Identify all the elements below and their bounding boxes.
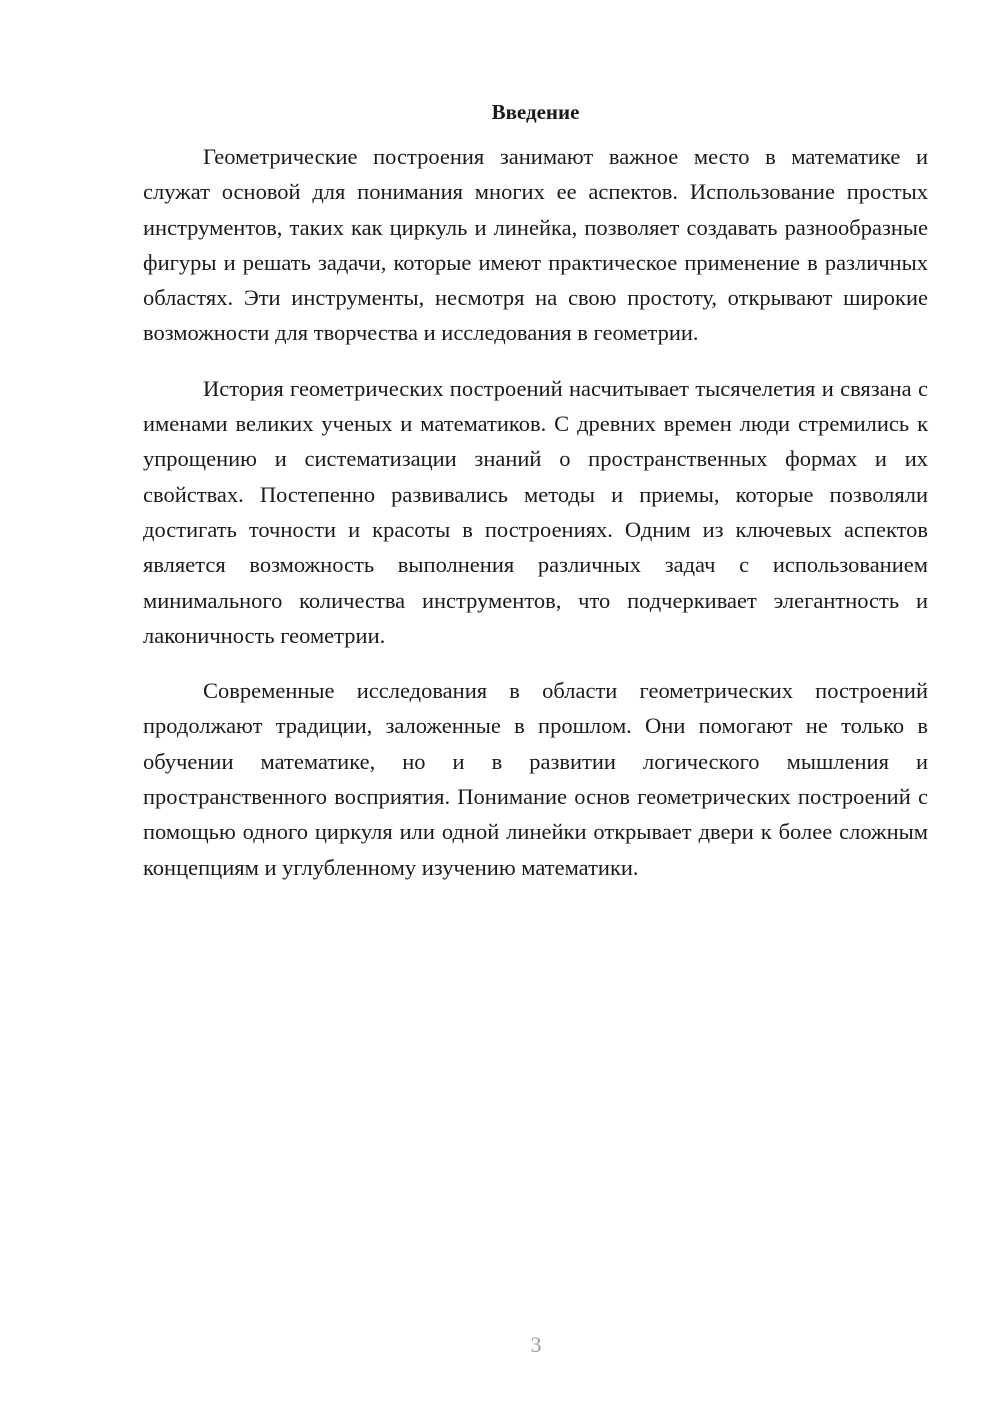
page-number: 3 — [530, 1332, 542, 1357]
paragraph-2: История геометрических построений насчитывает тысячелетия и связана с именами великих ученых и математиков. С древних времен люди стремились к упрощению и систематизации знаний о пространственных формах и их свойствах. Постепенно развивались методы и приемы, которые позволяли достигать точности и красоты в построениях. Одним из ключевых аспектов является возможность выполнения различных задач с использованием минимального количества инструментов, что подчеркивает элегантность и лаконичность геометрии. — [143, 375, 928, 648]
paragraph-1: Геометрические построения занимают важное место в математике и служат основой для понимания многих ее аспектов. Использование простых инструментов, таких как циркуль и линейка, позволяет создавать разнообразные фигуры и решать задачи, которые имеют практическое применение в различных областях. Эти инструменты, несмотря на свою простоту, открывают широкие возможности для творчества и исследования в геометрии. — [143, 144, 928, 346]
page-content — [143, 97, 928, 885]
section-heading: Введение — [491, 100, 580, 124]
paragraph-3: Современные исследования в области геометрических построений продолжают традиции, заложенные в прошлом. Они помогают не только в обучении математике, но и в развитии логического мышления и пространственного восприятия. Понимание основ геометрических построений с помощью одного циркуля или одной линейки открывает двери к более сложным концепциям и углубленному изучению математики. — [143, 678, 928, 880]
